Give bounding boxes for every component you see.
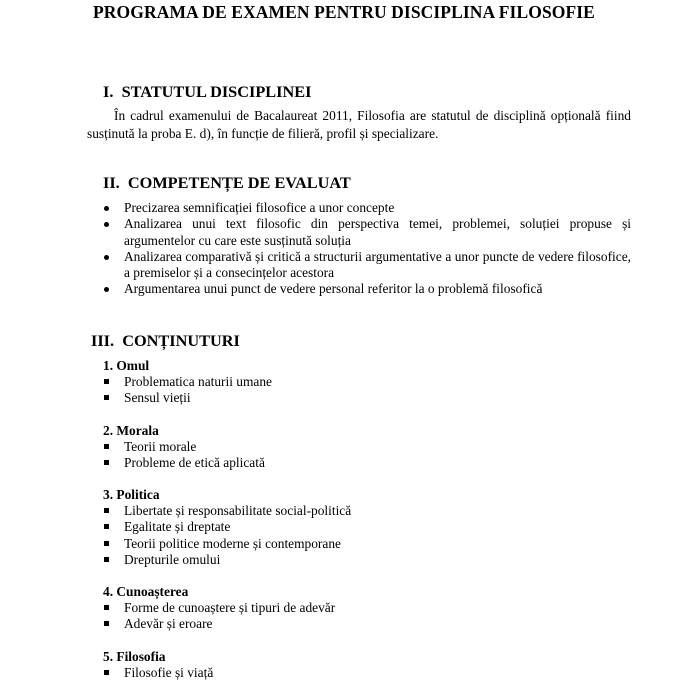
- bullet-dot-icon: [104, 287, 109, 292]
- topic-title-filosofia: 5. Filosofia: [103, 649, 166, 664]
- section-heading-competente: [103, 173, 351, 193]
- topic-item: Sensul vieții: [103, 390, 272, 406]
- bullet-square-icon: [104, 670, 109, 675]
- topic-item: Problematica naturii umane: [103, 374, 272, 390]
- topic-title-cunoasterea: 4. Cunoașterea: [103, 584, 189, 599]
- bullet-square-icon: [104, 605, 109, 610]
- document-title: PROGRAMA DE EXAMEN PENTRU DISCIPLINA FILOSOFIE: [93, 2, 595, 22]
- topic-item: Drepturile omului: [103, 552, 351, 568]
- bullet-square-icon: [104, 379, 109, 384]
- section-title: STATUTUL DISCIPLINEI: [121, 82, 312, 101]
- section-number: I.: [103, 82, 114, 101]
- competenta-item: Analizarea unui text filosofic din perspectiva temei, problemei, soluției propuse și argumentelor cu care este susținută soluția: [100, 216, 631, 249]
- competenta-item: Argumentarea unui punct de vedere personal referitor la o problemă filosofică: [100, 281, 631, 297]
- bullet-dot-icon: [104, 255, 109, 260]
- topic-title-omul: 1. Omul: [103, 358, 150, 373]
- competenta-item: Analizarea comparativă și critică a structurii argumentative a unor puncte de vedere filosofice, a premiselor și a consecințelor acestora: [100, 249, 631, 282]
- topic-list-morala: [103, 439, 265, 472]
- topic-item: Teorii morale: [103, 439, 265, 455]
- bullet-square-icon: [104, 541, 109, 546]
- topic-list-cunoasterea: [103, 600, 335, 633]
- bullet-dot-icon: [104, 222, 109, 227]
- topic-item: Forme de cunoaștere și tipuri de adevăr: [103, 600, 335, 616]
- bullet-dot-icon: [104, 206, 109, 211]
- bullet-square-icon: [104, 621, 109, 626]
- competenta-item: Precizarea semnificației filosofice a unor concepte: [100, 200, 631, 216]
- topic-item: Adevăr și eroare: [103, 616, 335, 632]
- section-number: II.: [103, 173, 120, 192]
- topic-item: Probleme de etică aplicată: [103, 455, 265, 471]
- topic-item: Egalitate și dreptate: [103, 519, 351, 535]
- topic-title-morala: 2. Morala: [103, 423, 159, 438]
- section-title: CONȚINUTURI: [122, 331, 240, 350]
- competente-list: [100, 200, 631, 298]
- section-heading-continuturi: [91, 331, 240, 351]
- topic-list-filosofia: [103, 665, 213, 681]
- topic-item: Teorii politice moderne și contemporane: [103, 536, 351, 552]
- topic-item: Libertate și responsabilitate social-politică: [103, 503, 351, 519]
- section-title: COMPETENȚE DE EVALUAT: [127, 173, 351, 192]
- topic-title-politica: 3. Politica: [103, 487, 160, 502]
- topic-list-omul: [103, 374, 272, 407]
- topic-item: Filosofie și viață: [103, 665, 213, 681]
- section-number: III.: [91, 331, 115, 350]
- bullet-square-icon: [104, 444, 109, 449]
- section-heading-statut: [103, 82, 311, 102]
- bullet-square-icon: [104, 395, 109, 400]
- bullet-square-icon: [104, 524, 109, 529]
- bullet-square-icon: [104, 557, 109, 562]
- bullet-square-icon: [104, 508, 109, 513]
- bullet-square-icon: [104, 460, 109, 465]
- topic-list-politica: [103, 503, 351, 568]
- statut-paragraph: În cadrul examenului de Bacalaureat 2011, Filosofia are statutul de disciplină opțională fiind susținută la proba E. d), în funcție de filieră, profil și specializare.: [87, 108, 631, 141]
